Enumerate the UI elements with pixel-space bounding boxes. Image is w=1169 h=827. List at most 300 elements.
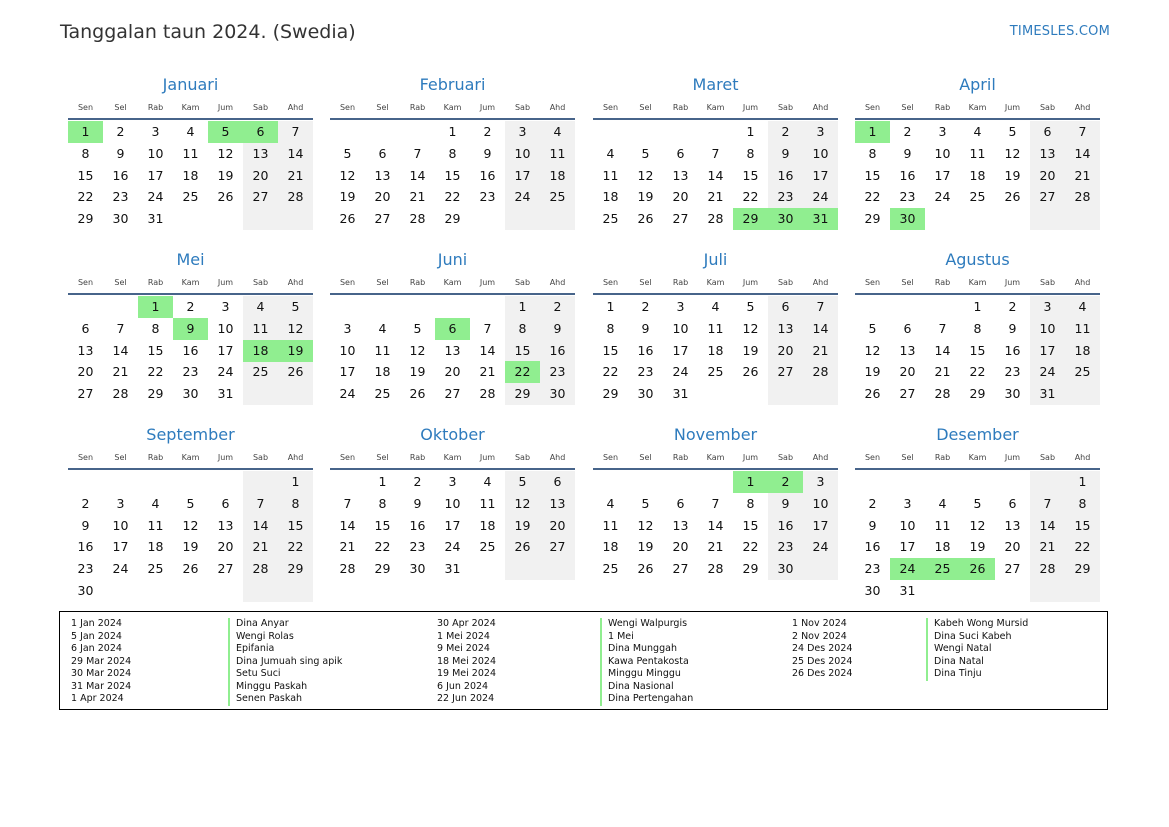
legend-date: 2 Nov 2024 xyxy=(792,630,847,642)
calendar-day: 17 xyxy=(217,342,234,358)
weekday-label: Sel xyxy=(901,278,914,287)
calendar-day: 18 xyxy=(479,517,496,533)
calendar-day: 29 xyxy=(864,211,881,227)
calendar-day: 31 xyxy=(899,583,916,598)
calendar-day: 8 xyxy=(746,145,755,161)
calendar-day: 6 xyxy=(781,299,790,314)
month-name: Oktober xyxy=(420,425,485,444)
calendar-day: 28 xyxy=(707,211,724,227)
calendar-day: 5 xyxy=(746,299,755,314)
legend-holiday-name: Dina Jumuah sing apik xyxy=(236,655,343,667)
calendar-day: 23 xyxy=(549,364,566,380)
weekday-label: Jum xyxy=(217,278,234,287)
calendar-day: 13 xyxy=(374,167,391,183)
calendar-day: 12 xyxy=(637,167,654,183)
calendar-day: 26 xyxy=(287,364,304,380)
calendar-day: 21 xyxy=(812,342,829,358)
calendar-day: 30 xyxy=(112,211,129,227)
calendar-day: 30 xyxy=(77,583,94,598)
calendar-day: 2 xyxy=(186,299,195,314)
calendar-day: 27 xyxy=(252,189,269,205)
calendar-day: 10 xyxy=(934,145,951,161)
calendar-day: 11 xyxy=(549,145,566,161)
weekday-header xyxy=(855,278,1100,290)
weekday-label: Ahd xyxy=(287,278,304,287)
holiday-day: 9 xyxy=(173,318,208,340)
calendar-day: 30 xyxy=(182,386,199,402)
weekday-label: Jum xyxy=(742,103,759,112)
calendar-day: 25 xyxy=(549,189,566,205)
weekday-label: Ahd xyxy=(549,103,566,112)
calendar-day: 1 xyxy=(378,474,387,489)
calendar-day: 30 xyxy=(1004,386,1021,402)
weekday-label: Sel xyxy=(114,278,127,287)
calendar-day: 26 xyxy=(864,386,881,402)
calendar-day: 29 xyxy=(374,561,391,577)
header-rule xyxy=(855,293,1100,295)
weekday-label: Kam xyxy=(181,278,200,287)
calendar-day: 13 xyxy=(444,342,461,358)
calendar-day: 24 xyxy=(339,386,356,402)
calendar-day: 4 xyxy=(151,495,160,511)
calendar-day: 19 xyxy=(864,364,881,380)
weekday-label: Sel xyxy=(376,278,389,287)
calendar-day: 27 xyxy=(777,364,794,380)
calendar-day: 1 xyxy=(448,124,457,139)
calendar-day: 27 xyxy=(217,561,234,577)
calendar-day: 6 xyxy=(1008,495,1017,511)
legend-dates-column xyxy=(71,618,131,706)
legend-holiday-name: Minggu Minggu xyxy=(608,668,681,679)
weekday-label: Sel xyxy=(639,103,652,112)
calendar-day: 10 xyxy=(899,517,916,533)
calendar-day: 1 xyxy=(746,124,755,139)
calendar-day: 6 xyxy=(378,145,387,161)
calendar-day: 3 xyxy=(1043,299,1052,314)
calendar-day: 14 xyxy=(479,342,496,358)
weekday-label: Kam xyxy=(443,278,462,287)
calendar-day: 24 xyxy=(514,189,531,205)
calendar-day: 16 xyxy=(637,342,654,358)
calendar-day: 20 xyxy=(672,539,689,555)
calendar-day: 16 xyxy=(409,517,426,533)
legend-date: 29 Mar 2024 xyxy=(71,655,132,667)
calendar-day: 3 xyxy=(151,124,160,139)
weekday-label: Sel xyxy=(114,103,127,112)
weekday-label: Sel xyxy=(639,453,652,462)
calendar-day: 30 xyxy=(637,386,654,402)
calendar-day: 7 xyxy=(711,145,720,161)
calendar-day: 13 xyxy=(252,145,269,161)
calendar-day: 13 xyxy=(77,342,94,358)
day-grid xyxy=(68,296,313,406)
calendar-day: 8 xyxy=(518,320,527,336)
calendar-day: 2 xyxy=(1008,299,1017,314)
month-name: Mei xyxy=(176,250,205,269)
calendar-day: 14 xyxy=(1074,145,1091,161)
calendar-day: 13 xyxy=(672,167,689,183)
calendar-day: 19 xyxy=(969,539,986,555)
calendar-day: 16 xyxy=(77,539,94,555)
weekday-label: Rab xyxy=(672,453,689,462)
day-grid xyxy=(855,121,1100,231)
calendar-day: 5 xyxy=(641,495,650,511)
calendar-day: 9 xyxy=(413,495,422,511)
weekday-label: Sab xyxy=(777,453,794,462)
calendar-day: 24 xyxy=(812,539,829,555)
holiday-day: 30 xyxy=(768,208,803,230)
calendar-day: 14 xyxy=(409,167,426,183)
weekday-header xyxy=(855,103,1100,115)
header-rule xyxy=(330,468,575,470)
weekday-label: Rab xyxy=(147,278,164,287)
holiday-day: 26 xyxy=(960,558,995,580)
calendar-day: 5 xyxy=(413,320,422,336)
calendar-day: 15 xyxy=(742,167,759,183)
calendar-day: 14 xyxy=(934,342,951,358)
calendar-day: 13 xyxy=(1004,517,1021,533)
weekday-label: Kam xyxy=(706,453,725,462)
weekday-label: Rab xyxy=(147,103,164,112)
legend-holiday-name: Wengi Rolas xyxy=(236,630,294,642)
calendar-day: 21 xyxy=(934,364,951,380)
calendar-day: 25 xyxy=(182,189,199,205)
calendar-day: 4 xyxy=(973,124,982,139)
calendar-day: 25 xyxy=(147,561,164,577)
weekday-label: Ahd xyxy=(549,278,566,287)
calendar-day: 13 xyxy=(1039,145,1056,161)
calendar-day: 17 xyxy=(812,517,829,533)
calendar-day: 28 xyxy=(339,561,356,577)
calendar-day: 29 xyxy=(1074,561,1091,577)
calendar-day: 18 xyxy=(707,342,724,358)
calendar-day: 13 xyxy=(672,517,689,533)
calendar-day: 16 xyxy=(112,167,129,183)
header-rule xyxy=(68,118,313,120)
calendar-day: 5 xyxy=(518,474,527,489)
weekday-label: Sen xyxy=(602,103,619,112)
legend-dates-column xyxy=(792,618,852,681)
header-rule xyxy=(593,293,838,295)
weekday-header xyxy=(68,453,313,465)
calendar-day: 12 xyxy=(637,517,654,533)
calendar-day: 15 xyxy=(514,342,531,358)
calendar-day: 29 xyxy=(969,386,986,402)
calendar-day: 14 xyxy=(287,145,304,161)
weekday-label: Sen xyxy=(339,103,356,112)
legend-holiday-name: Minggu Paskah xyxy=(236,680,308,692)
calendar-day: 2 xyxy=(781,124,790,139)
calendar-day: 12 xyxy=(182,517,199,533)
calendar-day: 25 xyxy=(1074,364,1091,380)
legend-date: 24 Des 2024 xyxy=(792,643,853,654)
calendar-day: 23 xyxy=(112,189,129,205)
calendar-day: 23 xyxy=(1004,364,1021,380)
calendar-day: 12 xyxy=(339,167,356,183)
weekday-label: Rab xyxy=(672,103,689,112)
calendar-day: 10 xyxy=(1039,320,1056,336)
calendar-day: 11 xyxy=(602,517,619,533)
calendar-day: 14 xyxy=(707,167,724,183)
month-name: Juli xyxy=(703,250,728,269)
calendar-day: 1 xyxy=(291,474,300,489)
calendar-day: 23 xyxy=(637,364,654,380)
calendar-day: 17 xyxy=(339,364,356,380)
calendar-day: 11 xyxy=(147,517,164,533)
calendar-day: 21 xyxy=(339,539,356,555)
calendar-day: 3 xyxy=(116,495,125,511)
calendar-day: 17 xyxy=(899,539,916,555)
calendar-day: 9 xyxy=(1008,320,1017,336)
calendar-day: 18 xyxy=(374,364,391,380)
weekday-label: Ahd xyxy=(812,453,829,462)
weekday-header xyxy=(593,103,838,115)
calendar-day: 12 xyxy=(217,145,234,161)
calendar-day: 11 xyxy=(182,145,199,161)
calendar-day: 2 xyxy=(553,299,562,314)
calendar-day: 21 xyxy=(287,167,304,183)
holiday-legend xyxy=(59,611,1108,710)
holiday-day: 2 xyxy=(768,471,803,493)
calendar-day: 21 xyxy=(1074,167,1091,183)
calendar-day: 25 xyxy=(602,561,619,577)
calendar-day: 16 xyxy=(1004,342,1021,358)
calendar-day: 3 xyxy=(816,124,825,139)
calendar-day: 8 xyxy=(81,145,90,161)
calendar-day: 30 xyxy=(409,561,426,577)
calendar-day: 8 xyxy=(606,320,615,336)
calendar-day: 22 xyxy=(147,364,164,380)
calendar-day: 3 xyxy=(518,124,527,139)
holiday-day: 19 xyxy=(278,340,313,362)
weekday-label: Sen xyxy=(864,453,881,462)
calendar-day: 23 xyxy=(777,189,794,205)
calendar-day: 28 xyxy=(1039,561,1056,577)
calendar-day: 29 xyxy=(444,211,461,227)
calendar-day: 16 xyxy=(899,167,916,183)
legend-date: 6 Jan 2024 xyxy=(71,643,122,654)
legend-holiday-name: Wengi Walpurgis xyxy=(608,618,688,629)
legend-holiday-name: Dina Anyar xyxy=(236,618,289,629)
calendar-day: 28 xyxy=(934,386,951,402)
calendar-day: 15 xyxy=(742,517,759,533)
month-name: September xyxy=(146,425,235,444)
calendar-day: 2 xyxy=(413,474,422,489)
calendar-day: 11 xyxy=(374,342,391,358)
calendar-day: 10 xyxy=(444,495,461,511)
calendar-day: 27 xyxy=(672,211,689,227)
calendar-day: 2 xyxy=(81,495,90,511)
calendar-day: 26 xyxy=(637,211,654,227)
calendar-day: 8 xyxy=(151,320,160,336)
holiday-day: 22 xyxy=(505,361,540,383)
day-grid xyxy=(68,121,313,231)
calendar-day: 12 xyxy=(969,517,986,533)
calendar-day: 9 xyxy=(903,145,912,161)
calendar-day: 25 xyxy=(969,189,986,205)
calendar-day: 17 xyxy=(934,167,951,183)
calendar-day: 19 xyxy=(339,189,356,205)
calendar-day: 31 xyxy=(147,211,164,227)
calendar-day: 13 xyxy=(217,517,234,533)
month-februari xyxy=(330,74,575,244)
calendar-day: 15 xyxy=(444,167,461,183)
calendar-day: 26 xyxy=(182,561,199,577)
calendar-day: 7 xyxy=(256,495,265,511)
holiday-day: 1 xyxy=(855,121,890,143)
calendar-day: 27 xyxy=(549,539,566,555)
legend-holiday-name: Dina Tinju xyxy=(934,668,982,679)
calendar-day: 9 xyxy=(781,145,790,161)
holiday-day: 6 xyxy=(435,318,470,340)
calendar-day: 21 xyxy=(707,539,724,555)
calendar-day: 22 xyxy=(864,189,881,205)
page-title: Tanggalan taun 2024. (Swedia) xyxy=(60,21,356,43)
header-rule xyxy=(593,468,838,470)
holiday-day: 18 xyxy=(243,340,278,362)
calendar-day: 14 xyxy=(812,320,829,336)
calendar-day: 25 xyxy=(374,386,391,402)
calendar-day: 16 xyxy=(479,167,496,183)
legend-names-column xyxy=(600,618,693,706)
calendar-day: 20 xyxy=(444,364,461,380)
calendar-day: 24 xyxy=(112,561,129,577)
calendar-day: 20 xyxy=(549,517,566,533)
calendar-day: 17 xyxy=(147,167,164,183)
month-juli xyxy=(593,249,838,419)
legend-date: 22 Jun 2024 xyxy=(437,693,495,704)
weekday-label: Jum xyxy=(1004,453,1021,462)
weekday-label: Sab xyxy=(777,103,794,112)
weekday-label: Sen xyxy=(339,278,356,287)
calendar-day: 15 xyxy=(602,342,619,358)
site-link[interactable]: TIMESLES.COM xyxy=(1009,24,1110,39)
month-desember xyxy=(855,424,1100,598)
holiday-day: 30 xyxy=(890,208,925,230)
calendar-day: 7 xyxy=(816,299,825,314)
weekday-label: Jum xyxy=(1004,103,1021,112)
calendar-day: 18 xyxy=(1074,342,1091,358)
calendar-day: 30 xyxy=(864,583,881,598)
weekday-label: Sen xyxy=(77,278,94,287)
calendar-day: 12 xyxy=(864,342,881,358)
weekday-label: Rab xyxy=(672,278,689,287)
calendar-day: 4 xyxy=(553,124,562,139)
calendar-day: 29 xyxy=(77,211,94,227)
calendar-day: 19 xyxy=(742,342,759,358)
calendar-day: 27 xyxy=(77,386,94,402)
calendar-day: 23 xyxy=(409,539,426,555)
calendar-day: 3 xyxy=(676,299,685,314)
calendar-day: 4 xyxy=(938,495,947,511)
calendar-day: 21 xyxy=(707,189,724,205)
weekday-label: Sel xyxy=(639,278,652,287)
calendar-day: 9 xyxy=(781,495,790,511)
legend-date: 18 Mei 2024 xyxy=(437,655,496,667)
weekday-label: Sel xyxy=(376,103,389,112)
calendar-day: 17 xyxy=(514,167,531,183)
calendar-day: 9 xyxy=(641,320,650,336)
month-agustus xyxy=(855,249,1100,419)
calendar-day: 13 xyxy=(777,320,794,336)
calendar-day: 31 xyxy=(444,561,461,577)
calendar-day: 15 xyxy=(864,167,881,183)
legend-date: 25 Des 2024 xyxy=(792,655,853,667)
legend-dates-column xyxy=(437,618,496,706)
weekday-label: Sab xyxy=(1039,278,1056,287)
holiday-day: 1 xyxy=(138,296,173,318)
calendar-day: 24 xyxy=(934,189,951,205)
calendar-day: 29 xyxy=(514,386,531,402)
calendar-day: 22 xyxy=(77,189,94,205)
calendar-day: 5 xyxy=(291,299,300,314)
month-name: Desember xyxy=(936,425,1019,444)
legend-holiday-name: Dina Suci Kabeh xyxy=(934,630,1012,642)
legend-holiday-name: Dina Pertengahan xyxy=(608,693,694,704)
weekday-label: Rab xyxy=(147,453,164,462)
calendar-day: 9 xyxy=(483,145,492,161)
calendar-day: 26 xyxy=(339,211,356,227)
holiday-day: 24 xyxy=(890,558,925,580)
weekday-label: Ahd xyxy=(549,453,566,462)
calendar-day: 4 xyxy=(1078,299,1087,314)
calendar-day: 27 xyxy=(899,386,916,402)
calendar-grid xyxy=(68,74,1102,604)
calendar-day: 31 xyxy=(217,386,234,402)
weekday-label: Sel xyxy=(901,453,914,462)
month-januari xyxy=(68,74,313,244)
calendar-day: 17 xyxy=(1039,342,1056,358)
calendar-day: 28 xyxy=(287,189,304,205)
calendar-day: 11 xyxy=(969,145,986,161)
calendar-day: 27 xyxy=(374,211,391,227)
weekday-label: Jum xyxy=(479,278,496,287)
header-rule xyxy=(68,293,313,295)
calendar-day: 3 xyxy=(938,124,947,139)
holiday-day: 29 xyxy=(733,208,768,230)
calendar-day: 3 xyxy=(343,320,352,336)
calendar-day: 9 xyxy=(116,145,125,161)
weekday-label: Kam xyxy=(968,278,987,287)
weekday-label: Rab xyxy=(934,453,951,462)
weekday-header xyxy=(593,278,838,290)
calendar-day: 28 xyxy=(409,211,426,227)
calendar-day: 21 xyxy=(252,539,269,555)
calendar-day: 7 xyxy=(116,320,125,336)
calendar-day: 4 xyxy=(483,474,492,489)
calendar-day: 3 xyxy=(221,299,230,314)
calendar-day: 24 xyxy=(812,189,829,205)
weekday-label: Jum xyxy=(479,453,496,462)
calendar-day: 12 xyxy=(1004,145,1021,161)
calendar-day: 10 xyxy=(112,517,129,533)
weekday-label: Sab xyxy=(252,453,269,462)
calendar-day: 29 xyxy=(742,561,759,577)
calendar-day: 20 xyxy=(252,167,269,183)
calendar-day: 16 xyxy=(182,342,199,358)
calendar-day: 16 xyxy=(864,539,881,555)
calendar-day: 26 xyxy=(637,561,654,577)
weekday-label: Sen xyxy=(602,278,619,287)
weekday-label: Kam xyxy=(181,453,200,462)
holiday-day: 1 xyxy=(733,471,768,493)
calendar-day: 4 xyxy=(711,299,720,314)
weekday-header xyxy=(330,278,575,290)
month-mei xyxy=(68,249,313,419)
calendar-day: 6 xyxy=(676,145,685,161)
calendar-day: 7 xyxy=(343,495,352,511)
calendar-day: 23 xyxy=(899,189,916,205)
